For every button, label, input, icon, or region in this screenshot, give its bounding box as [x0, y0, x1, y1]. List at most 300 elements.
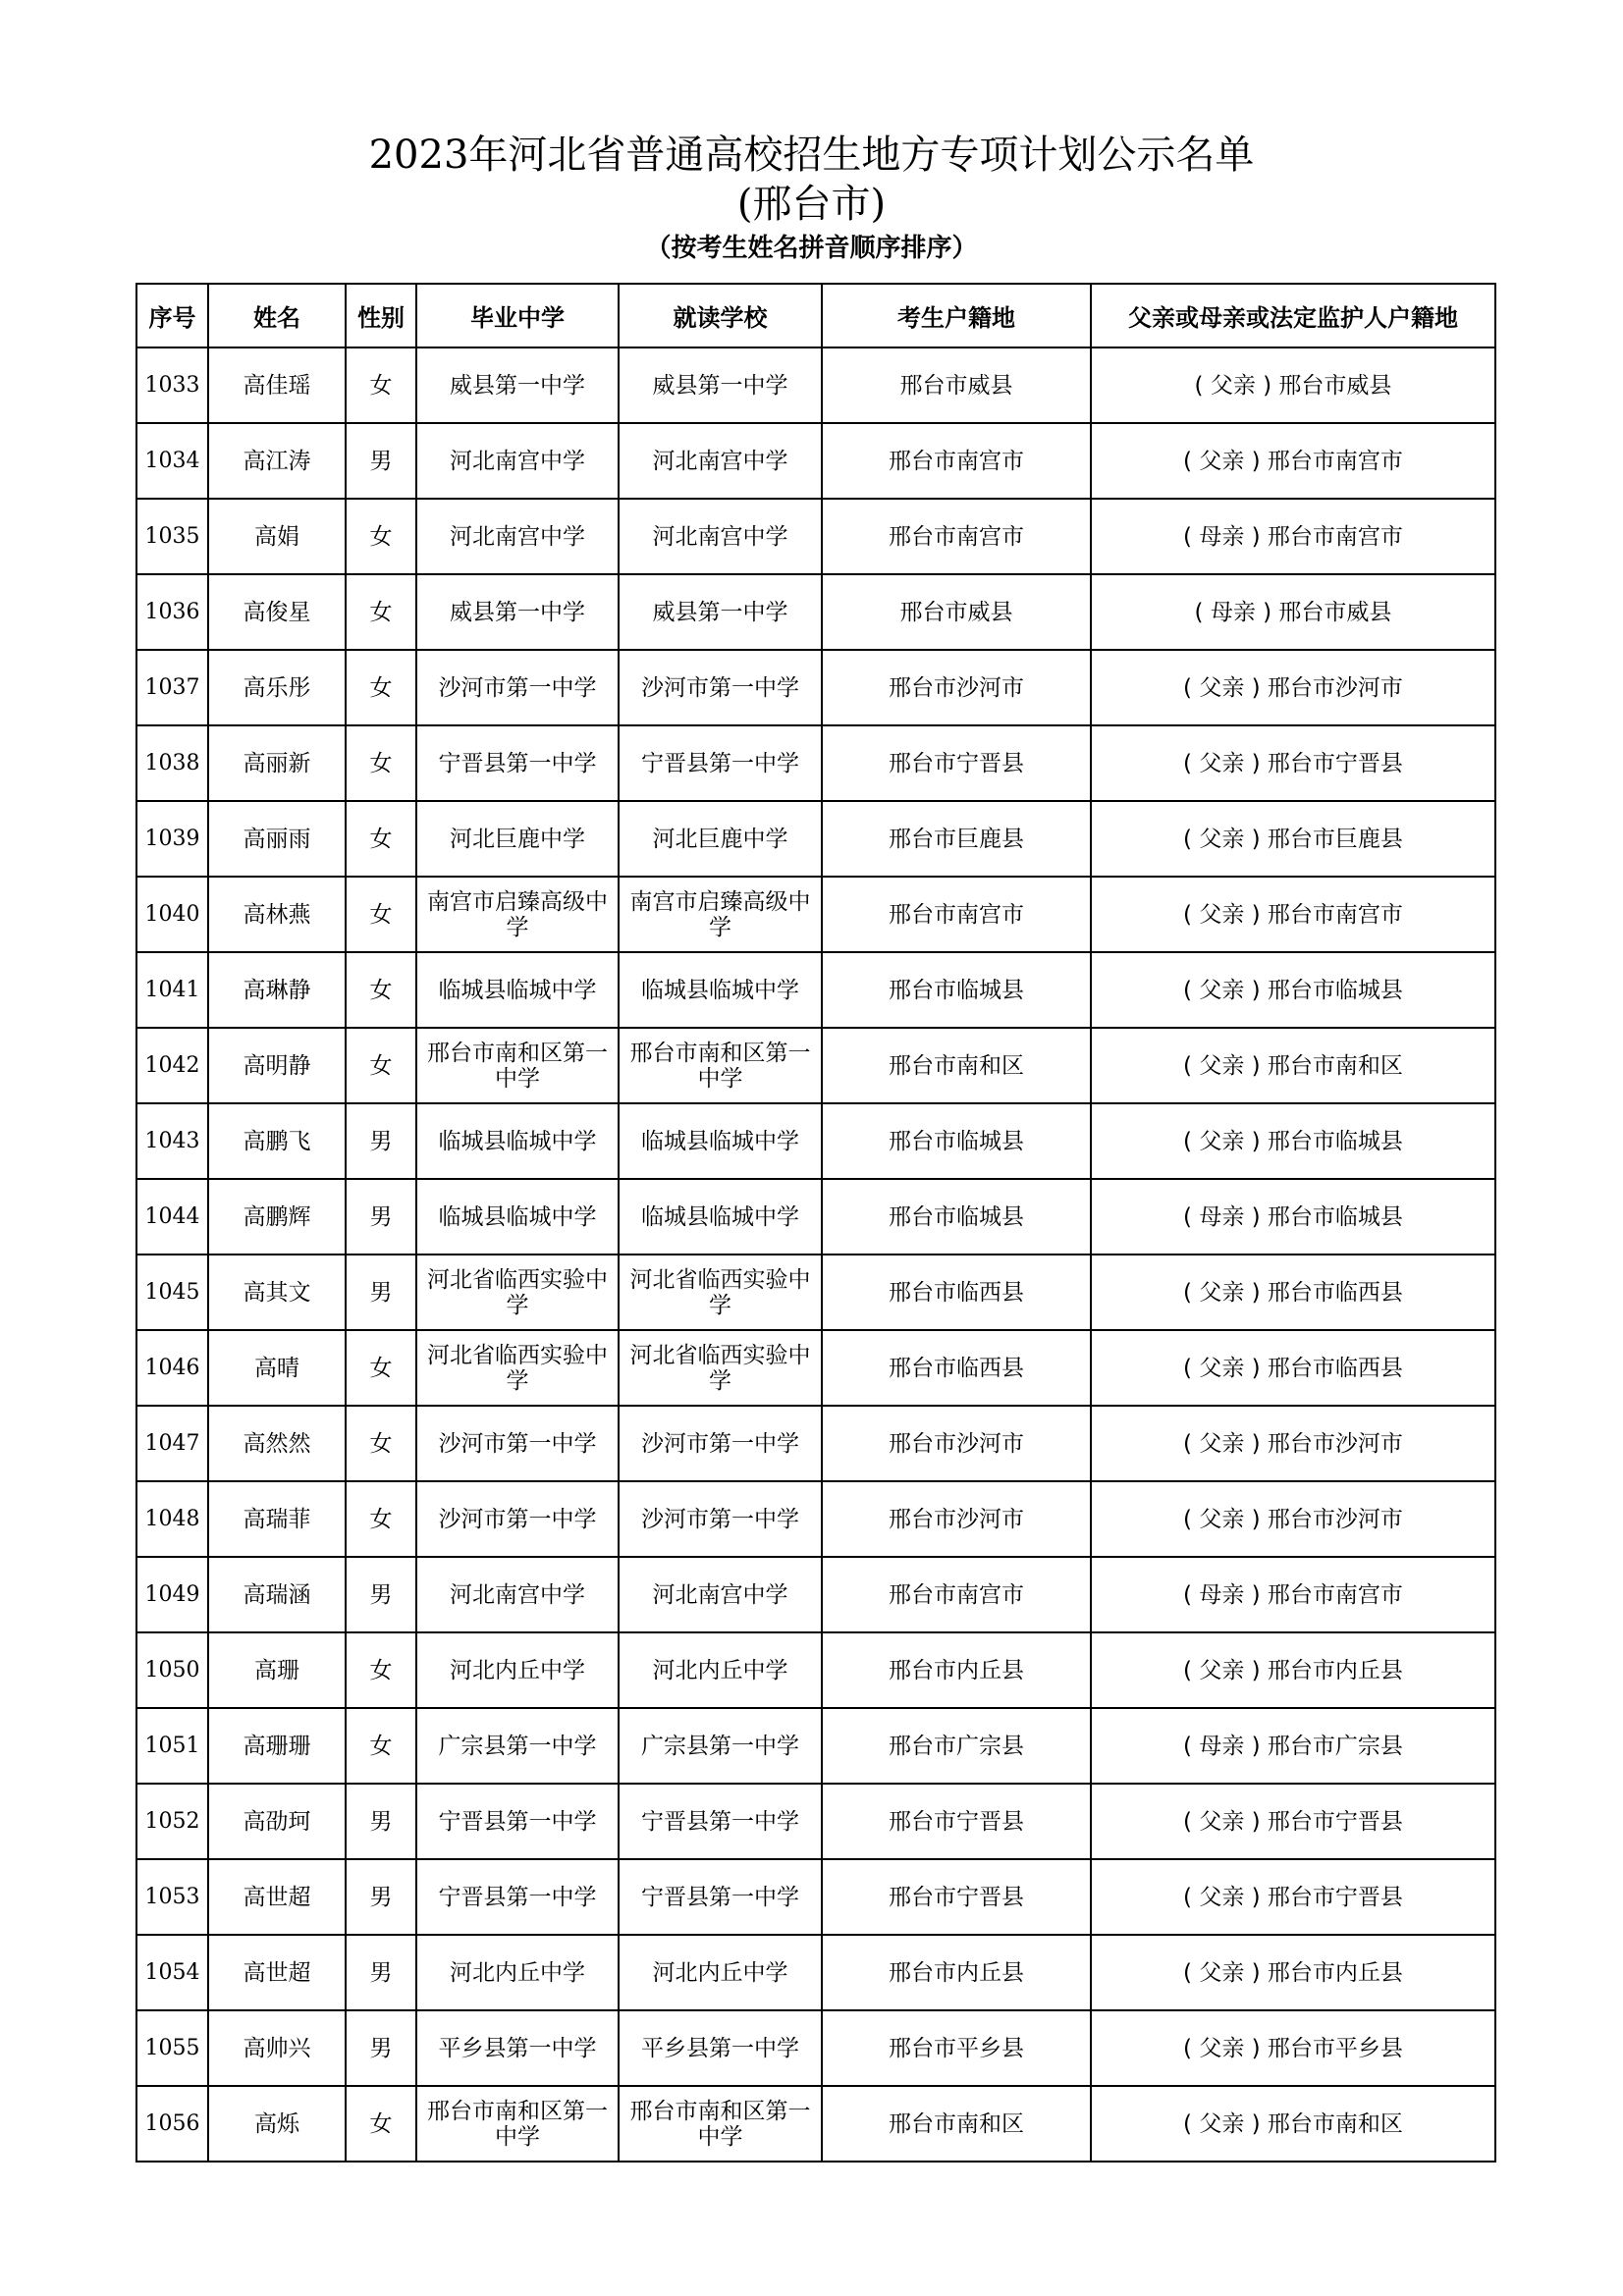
graduation-school-cell-text: 邢台市南和区第一中学: [427, 2098, 608, 2150]
gender-cell-text: 女: [369, 826, 393, 852]
name-cell: [208, 1103, 346, 1179]
name-cell-text: 高俊星: [243, 599, 311, 625]
name-cell-text: 高鹏飞: [243, 1128, 311, 1154]
index-cell: [136, 423, 208, 499]
gender-cell: [346, 725, 416, 801]
index-cell-text: 1046: [144, 1355, 200, 1380]
name-cell: [208, 1632, 346, 1708]
table-row: [136, 499, 1495, 574]
name-cell-text: 高世超: [243, 1884, 311, 1910]
index-cell: [136, 1179, 208, 1255]
gender-cell-text: 女: [369, 599, 393, 625]
name-cell-text: 高佳瑶: [243, 372, 311, 399]
gender-cell: [346, 1935, 416, 2010]
gender-cell: [346, 952, 416, 1028]
index-cell-text: 1053: [144, 1884, 200, 1909]
guardian-registration-cell: [1091, 1481, 1495, 1557]
name-cell: [208, 2086, 346, 2162]
gender-cell: [346, 1708, 416, 1784]
graduation-school-cell-text: 临城县临城中学: [438, 977, 597, 1003]
index-cell-text: 1054: [144, 1959, 200, 1985]
graduation-school-cell: [416, 2086, 619, 2162]
graduation-school-cell-text: 沙河市第一中学: [438, 674, 597, 701]
guardian-registration-cell: [1091, 650, 1495, 725]
household-registration-cell: [822, 1632, 1091, 1708]
index-cell-text: 1048: [144, 1506, 200, 1531]
guardian-registration-cell: [1091, 801, 1495, 877]
current-school-cell: [619, 952, 822, 1028]
index-cell-text: 1033: [144, 372, 200, 398]
gender-cell-text: 男: [369, 1808, 393, 1835]
index-cell: [136, 952, 208, 1028]
guardian-registration-cell: [1091, 2086, 1495, 2162]
graduation-school-cell-text: 沙河市第一中学: [438, 1506, 597, 1532]
household-registration-cell-text: 邢台市平乡县: [889, 2035, 1024, 2061]
household-registration-cell: [822, 1103, 1091, 1179]
index-cell-text: 1044: [144, 1203, 200, 1229]
household-registration-cell: [822, 1784, 1091, 1859]
current-school-cell: [619, 1255, 822, 1330]
graduation-school-cell: [416, 1481, 619, 1557]
graduation-school-cell-text: 临城县临城中学: [438, 1128, 597, 1154]
guardian-registration-cell: [1091, 499, 1495, 574]
household-registration-cell-text: 邢台市南宫市: [889, 448, 1024, 474]
table-row: [136, 2010, 1495, 2086]
gender-cell: [346, 1632, 416, 1708]
current-school-cell-text: 宁晋县第一中学: [641, 750, 799, 776]
graduation-school-cell: [416, 952, 619, 1028]
gender-cell-text: 男: [369, 1279, 393, 1306]
column-header-graduation-school: 毕业中学: [416, 284, 619, 347]
name-cell-text: 高鹏辉: [243, 1203, 311, 1230]
current-school-cell-text: 邢台市南和区第一中学: [629, 1040, 811, 1092]
guardian-registration-cell: [1091, 1935, 1495, 2010]
name-cell: [208, 877, 346, 952]
guardian-registration-cell-text: ( 父亲 ) 邢台市沙河市: [1183, 674, 1403, 701]
guardian-registration-cell-text: ( 父亲 ) 邢台市南宫市: [1183, 448, 1403, 474]
name-cell: [208, 1255, 346, 1330]
guardian-registration-cell: [1091, 2010, 1495, 2086]
current-school-cell: [619, 650, 822, 725]
gender-cell: [346, 877, 416, 952]
graduation-school-cell: [416, 1330, 619, 1406]
index-cell: [136, 2086, 208, 2162]
household-registration-cell: [822, 1179, 1091, 1255]
index-cell-text: 1052: [144, 1808, 200, 1834]
current-school-cell-text: 威县第一中学: [652, 372, 788, 399]
table-row: [136, 574, 1495, 650]
guardian-registration-cell: [1091, 574, 1495, 650]
graduation-school-cell-text: 平乡县第一中学: [438, 2035, 597, 2061]
guardian-registration-cell-text: ( 父亲 ) 邢台市宁晋县: [1183, 1884, 1403, 1910]
name-cell-text: 高其文: [243, 1279, 311, 1306]
graduation-school-cell: [416, 650, 619, 725]
current-school-cell-text: 邢台市南和区第一中学: [629, 2098, 811, 2150]
guardian-registration-cell-text: ( 母亲 ) 邢台市南宫市: [1183, 523, 1403, 550]
sort-note: （按考生姓名拼音顺序排序）: [645, 234, 978, 263]
index-cell: [136, 1330, 208, 1406]
guardian-registration-cell-text: ( 父亲 ) 邢台市内丘县: [1183, 1657, 1403, 1683]
guardian-registration-cell: [1091, 877, 1495, 952]
graduation-school-cell: [416, 1103, 619, 1179]
index-cell-text: 1050: [144, 1657, 200, 1682]
gender-cell: [346, 2086, 416, 2162]
index-cell: [136, 650, 208, 725]
index-cell: [136, 1708, 208, 1784]
household-registration-cell-text: 邢台市沙河市: [889, 1506, 1024, 1532]
graduation-school-cell-text: 南宫市启臻高级中学: [427, 888, 608, 940]
graduation-school-cell-text: 宁晋县第一中学: [438, 750, 597, 776]
name-cell: [208, 1481, 346, 1557]
graduation-school-cell: [416, 1708, 619, 1784]
graduation-school-cell-text: 威县第一中学: [450, 372, 585, 399]
gender-cell: [346, 1330, 416, 1406]
name-cell: [208, 725, 346, 801]
index-cell: [136, 1255, 208, 1330]
roster-table: [135, 283, 1496, 2163]
household-registration-cell-text: 邢台市沙河市: [889, 674, 1024, 701]
name-cell-text: 高江涛: [243, 448, 311, 474]
graduation-school-cell-text: 宁晋县第一中学: [438, 1884, 597, 1910]
index-cell: [136, 1859, 208, 1935]
guardian-registration-cell: [1091, 1103, 1495, 1179]
gender-cell: [346, 423, 416, 499]
name-cell: [208, 1708, 346, 1784]
graduation-school-cell: [416, 347, 619, 423]
gender-cell: [346, 1255, 416, 1330]
table-row: [136, 725, 1495, 801]
graduation-school-cell: [416, 725, 619, 801]
graduation-school-cell-text: 威县第一中学: [450, 599, 585, 625]
name-cell: [208, 1330, 346, 1406]
column-header-index: 序号: [136, 284, 208, 347]
graduation-school-cell: [416, 2010, 619, 2086]
guardian-registration-cell: [1091, 1406, 1495, 1481]
index-cell-text: 1034: [144, 448, 200, 473]
household-registration-cell-text: 邢台市临城县: [889, 1128, 1024, 1154]
household-registration-cell: [822, 650, 1091, 725]
column-header-name: 姓名: [208, 284, 346, 347]
gender-cell: [346, 1179, 416, 1255]
household-registration-cell-text: 邢台市威县: [899, 599, 1013, 625]
guardian-registration-cell-text: ( 父亲 ) 邢台市临城县: [1183, 977, 1403, 1003]
table-row: [136, 1028, 1495, 1103]
gender-cell-text: 男: [369, 1203, 393, 1230]
gender-cell-text: 女: [369, 901, 393, 928]
gender-cell: [346, 1103, 416, 1179]
gender-cell-text: 男: [369, 1581, 393, 1608]
city-subtitle: (邢台市): [736, 182, 887, 227]
table-row: [136, 347, 1495, 423]
household-registration-cell: [822, 1406, 1091, 1481]
index-cell: [136, 1481, 208, 1557]
household-registration-cell-text: 邢台市巨鹿县: [889, 826, 1024, 852]
guardian-registration-cell-text: ( 父亲 ) 邢台市南和区: [1183, 2110, 1403, 2137]
household-registration-cell-text: 邢台市宁晋县: [889, 750, 1024, 776]
index-cell-text: 1043: [144, 1128, 200, 1153]
household-registration-cell: [822, 2010, 1091, 2086]
guardian-registration-cell: [1091, 347, 1495, 423]
index-cell-text: 1041: [144, 977, 200, 1002]
name-cell-text: 高丽新: [243, 750, 311, 776]
current-school-cell-text: 河北省临西实验中学: [629, 1266, 811, 1318]
name-cell: [208, 1557, 346, 1632]
current-school-cell-text: 河北巨鹿中学: [652, 826, 788, 852]
gender-cell-text: 男: [369, 1959, 393, 1986]
table-body: [136, 347, 1495, 2162]
name-cell-text: 高瑞菲: [243, 1506, 311, 1532]
index-cell-text: 1047: [144, 1430, 200, 1456]
guardian-registration-cell-text: ( 父亲 ) 邢台市宁晋县: [1183, 1808, 1403, 1835]
graduation-school-cell-text: 宁晋县第一中学: [438, 1808, 597, 1835]
index-cell: [136, 1632, 208, 1708]
guardian-registration-cell: [1091, 1708, 1495, 1784]
current-school-cell: [619, 1557, 822, 1632]
gender-cell: [346, 2010, 416, 2086]
household-registration-cell: [822, 877, 1091, 952]
gender-cell: [346, 1859, 416, 1935]
current-school-cell: [619, 1406, 822, 1481]
table-row: [136, 801, 1495, 877]
current-school-cell: [619, 725, 822, 801]
index-cell: [136, 499, 208, 574]
graduation-school-cell-text: 河北省临西实验中学: [427, 1342, 608, 1394]
household-registration-cell: [822, 801, 1091, 877]
index-cell-text: 1036: [144, 599, 200, 624]
name-cell-text: 高晴: [254, 1355, 299, 1381]
graduation-school-cell-text: 广宗县第一中学: [438, 1733, 597, 1759]
column-header-guardian-registration: 父亲或母亲或法定监护人户籍地: [1091, 284, 1495, 347]
gender-cell: [346, 1557, 416, 1632]
current-school-cell: [619, 574, 822, 650]
household-registration-cell: [822, 1859, 1091, 1935]
name-cell: [208, 1406, 346, 1481]
gender-cell: [346, 801, 416, 877]
current-school-cell: [619, 1330, 822, 1406]
graduation-school-cell-text: 河北南宫中学: [450, 448, 585, 474]
graduation-school-cell-text: 河北内丘中学: [450, 1959, 585, 1986]
index-cell: [136, 1103, 208, 1179]
household-registration-cell: [822, 347, 1091, 423]
column-header-household-registration: 考生户籍地: [822, 284, 1091, 347]
index-cell-text: 1042: [144, 1052, 200, 1078]
name-cell: [208, 650, 346, 725]
household-registration-cell: [822, 2086, 1091, 2162]
graduation-school-cell: [416, 1255, 619, 1330]
guardian-registration-cell: [1091, 1784, 1495, 1859]
current-school-cell-text: 临城县临城中学: [641, 977, 799, 1003]
guardian-registration-cell: [1091, 1028, 1495, 1103]
graduation-school-cell: [416, 1557, 619, 1632]
graduation-school-cell: [416, 877, 619, 952]
name-cell: [208, 801, 346, 877]
household-registration-cell-text: 邢台市南宫市: [889, 901, 1024, 928]
household-registration-cell-text: 邢台市南和区: [889, 2110, 1024, 2137]
name-cell-text: 高瑞涵: [243, 1581, 311, 1608]
current-school-cell: [619, 2086, 822, 2162]
household-registration-cell-text: 邢台市南宫市: [889, 523, 1024, 550]
guardian-registration-cell-text: ( 父亲 ) 邢台市临城县: [1183, 1128, 1403, 1154]
current-school-cell-text: 宁晋县第一中学: [641, 1884, 799, 1910]
index-cell-text: 1039: [144, 826, 200, 851]
household-registration-cell: [822, 1255, 1091, 1330]
gender-cell: [346, 347, 416, 423]
current-school-cell-text: 威县第一中学: [652, 599, 788, 625]
name-cell-text: 高烁: [254, 2110, 299, 2137]
guardian-registration-cell-text: ( 父亲 ) 邢台市内丘县: [1183, 1959, 1403, 1986]
name-cell-text: 高世超: [243, 1959, 311, 1986]
current-school-cell: [619, 801, 822, 877]
current-school-cell-text: 沙河市第一中学: [641, 1430, 799, 1457]
index-cell: [136, 1935, 208, 2010]
gender-cell-text: 女: [369, 1733, 393, 1759]
current-school-cell: [619, 1859, 822, 1935]
household-registration-cell: [822, 1330, 1091, 1406]
column-header-gender: 性别: [346, 284, 416, 347]
current-school-cell: [619, 1103, 822, 1179]
index-cell: [136, 347, 208, 423]
current-school-cell-text: 河北南宫中学: [652, 448, 788, 474]
household-registration-cell-text: 邢台市宁晋县: [889, 1808, 1024, 1835]
current-school-cell: [619, 423, 822, 499]
table-row: [136, 1859, 1495, 1935]
index-cell: [136, 1784, 208, 1859]
name-cell-text: 高琳静: [243, 977, 311, 1003]
gender-cell-text: 女: [369, 523, 393, 550]
household-registration-cell: [822, 423, 1091, 499]
guardian-registration-cell-text: ( 父亲 ) 邢台市临西县: [1183, 1279, 1403, 1306]
guardian-registration-cell-text: ( 父亲 ) 邢台市沙河市: [1183, 1506, 1403, 1532]
graduation-school-cell: [416, 1935, 619, 2010]
index-cell-text: 1035: [144, 523, 200, 549]
gender-cell: [346, 499, 416, 574]
table-row: [136, 1708, 1495, 1784]
document-title: 2023年河北省普通高校招生地方专项计划公示名单: [368, 133, 1255, 178]
household-registration-cell: [822, 574, 1091, 650]
name-cell: [208, 1028, 346, 1103]
name-cell-text: 高然然: [243, 1430, 311, 1457]
graduation-school-cell-text: 河北南宫中学: [450, 523, 585, 550]
name-cell-text: 高帅兴: [243, 2035, 311, 2061]
current-school-cell-text: 南宫市启臻高级中学: [629, 888, 811, 940]
index-cell-text: 1049: [144, 1581, 200, 1607]
current-school-cell-text: 临城县临城中学: [641, 1203, 799, 1230]
name-cell: [208, 499, 346, 574]
index-cell: [136, 574, 208, 650]
table-row: [136, 650, 1495, 725]
graduation-school-cell-text: 邢台市南和区第一中学: [427, 1040, 608, 1092]
household-registration-cell-text: 邢台市沙河市: [889, 1430, 1024, 1457]
household-registration-cell-text: 邢台市内丘县: [889, 1657, 1024, 1683]
gender-cell: [346, 574, 416, 650]
current-school-cell: [619, 1179, 822, 1255]
household-registration-cell-text: 邢台市宁晋县: [889, 1884, 1024, 1910]
index-cell: [136, 2010, 208, 2086]
current-school-cell-text: 河北内丘中学: [652, 1657, 788, 1683]
guardian-registration-cell: [1091, 725, 1495, 801]
guardian-registration-cell: [1091, 1330, 1495, 1406]
index-cell: [136, 877, 208, 952]
gender-cell-text: 女: [369, 372, 393, 399]
guardian-registration-cell-text: ( 母亲 ) 邢台市临城县: [1183, 1203, 1403, 1230]
name-cell: [208, 1784, 346, 1859]
name-cell: [208, 2010, 346, 2086]
table-row: [136, 1103, 1495, 1179]
current-school-cell-text: 沙河市第一中学: [641, 1506, 799, 1532]
current-school-cell-text: 沙河市第一中学: [641, 674, 799, 701]
household-registration-cell: [822, 725, 1091, 801]
guardian-registration-cell: [1091, 1557, 1495, 1632]
graduation-school-cell: [416, 1406, 619, 1481]
index-cell: [136, 725, 208, 801]
gender-cell-text: 男: [369, 1884, 393, 1910]
name-cell-text: 高明静: [243, 1052, 311, 1079]
gender-cell: [346, 1406, 416, 1481]
index-cell: [136, 801, 208, 877]
gender-cell-text: 女: [369, 1052, 393, 1079]
current-school-cell: [619, 347, 822, 423]
graduation-school-cell: [416, 1859, 619, 1935]
current-school-cell-text: 河北南宫中学: [652, 523, 788, 550]
household-registration-cell: [822, 1481, 1091, 1557]
name-cell: [208, 1859, 346, 1935]
graduation-school-cell-text: 临城县临城中学: [438, 1203, 597, 1230]
current-school-cell: [619, 1708, 822, 1784]
household-registration-cell: [822, 1935, 1091, 2010]
index-cell: [136, 1557, 208, 1632]
gender-cell-text: 女: [369, 1657, 393, 1683]
table-row: [136, 2086, 1495, 2162]
guardian-registration-cell-text: ( 父亲 ) 邢台市沙河市: [1183, 1430, 1403, 1457]
gender-cell: [346, 650, 416, 725]
gender-cell-text: 女: [369, 1430, 393, 1457]
graduation-school-cell-text: 河北巨鹿中学: [450, 826, 585, 852]
current-school-cell-text: 宁晋县第一中学: [641, 1808, 799, 1835]
gender-cell-text: 男: [369, 448, 393, 474]
household-registration-cell-text: 邢台市内丘县: [889, 1959, 1024, 1986]
column-header-current-school: 就读学校: [619, 284, 822, 347]
graduation-school-cell: [416, 499, 619, 574]
household-registration-cell: [822, 1557, 1091, 1632]
gender-cell-text: 女: [369, 2110, 393, 2137]
name-cell: [208, 347, 346, 423]
table-row: [136, 1632, 1495, 1708]
guardian-registration-cell-text: ( 父亲 ) 邢台市平乡县: [1183, 2035, 1403, 2061]
table-row: [136, 1935, 1495, 2010]
table-row: [136, 1330, 1495, 1406]
graduation-school-cell: [416, 801, 619, 877]
household-registration-cell-text: 邢台市临城县: [889, 1203, 1024, 1230]
gender-cell-text: 男: [369, 2035, 393, 2061]
gender-cell-text: 女: [369, 1355, 393, 1381]
current-school-cell: [619, 1632, 822, 1708]
current-school-cell-text: 平乡县第一中学: [641, 2035, 799, 2061]
name-cell-text: 高丽雨: [243, 826, 311, 852]
graduation-school-cell: [416, 574, 619, 650]
table-row: [136, 1179, 1495, 1255]
graduation-school-cell-text: 河北省临西实验中学: [427, 1266, 608, 1318]
current-school-cell-text: 广宗县第一中学: [641, 1733, 799, 1759]
table-row: [136, 1406, 1495, 1481]
index-cell-text: 1051: [144, 1733, 200, 1758]
current-school-cell-text: 河北内丘中学: [652, 1959, 788, 1986]
current-school-cell: [619, 1784, 822, 1859]
current-school-cell-text: 河北省临西实验中学: [629, 1342, 811, 1394]
household-registration-cell: [822, 1708, 1091, 1784]
guardian-registration-cell-text: ( 父亲 ) 邢台市威县: [1194, 372, 1392, 399]
guardian-registration-cell: [1091, 1255, 1495, 1330]
guardian-registration-cell: [1091, 1179, 1495, 1255]
